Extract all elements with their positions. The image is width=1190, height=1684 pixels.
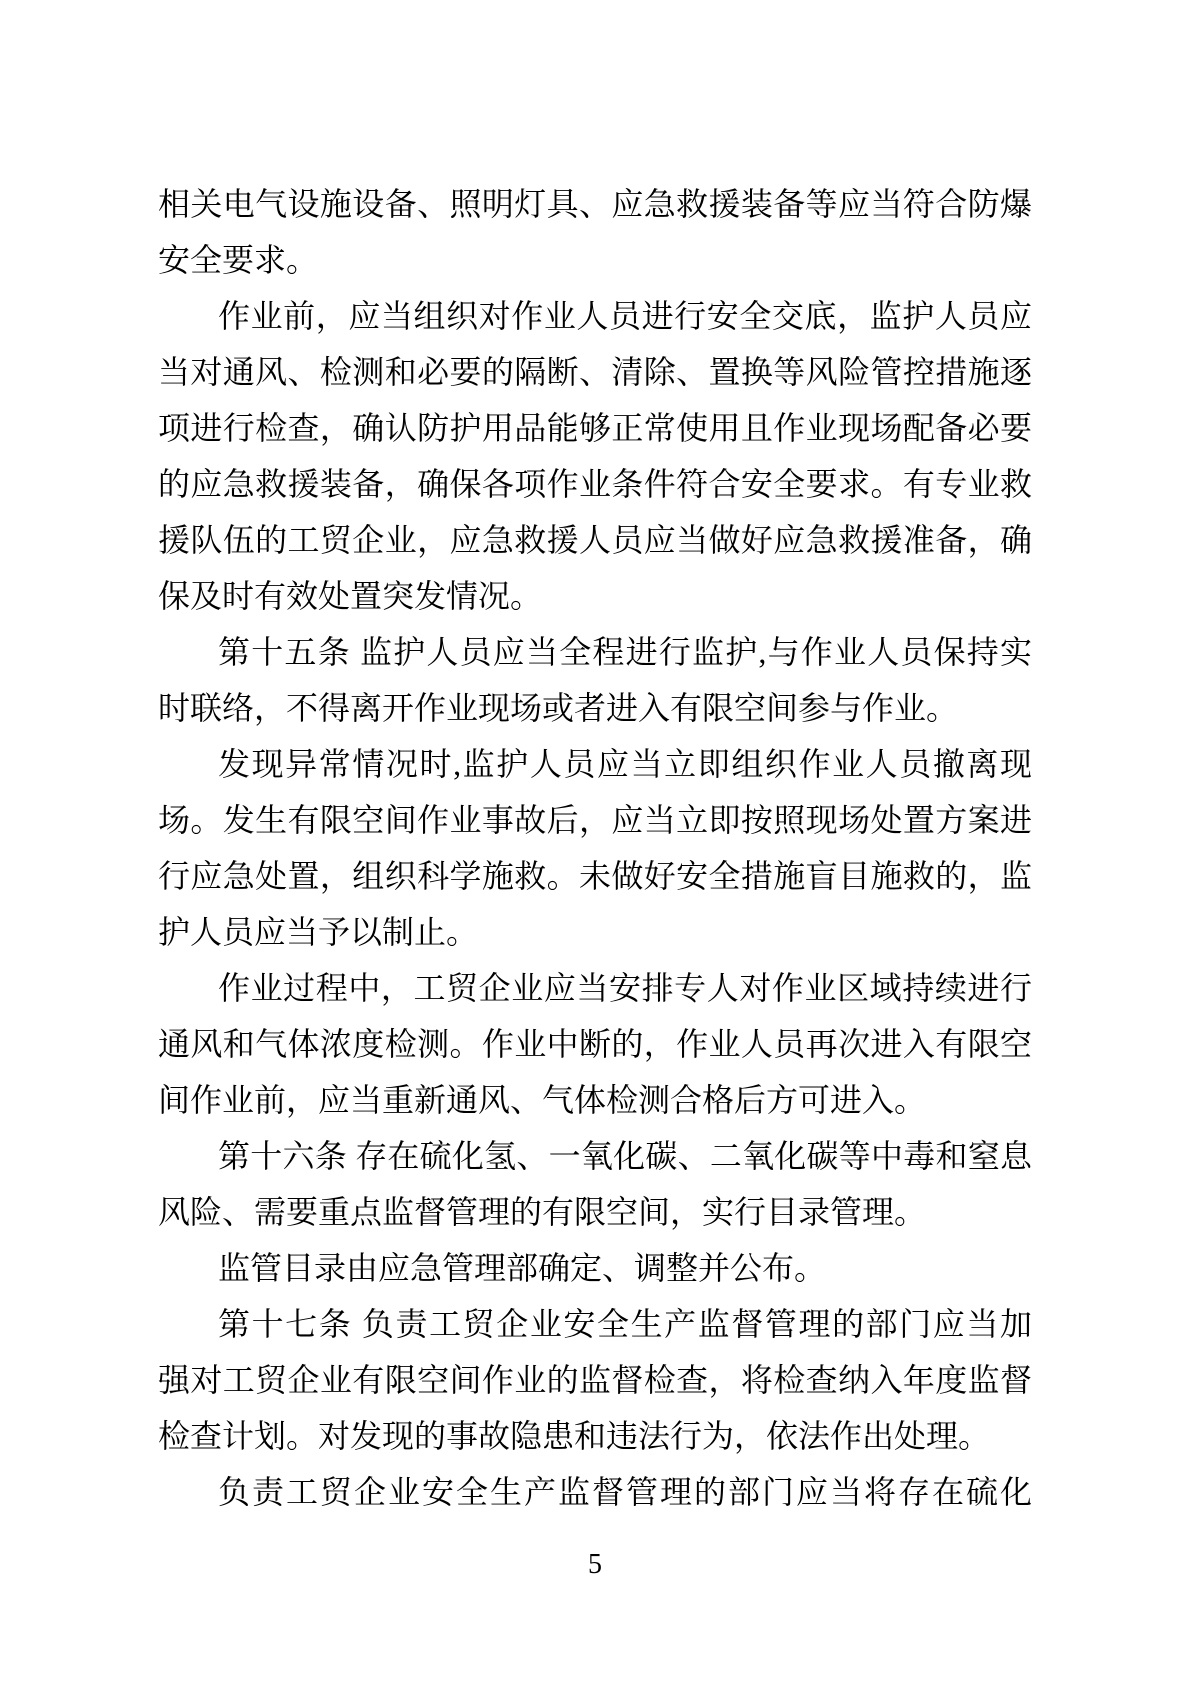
text-line: 援队伍的工贸企业，应急救援人员应当做好应急救援准备，确 xyxy=(158,522,1032,558)
text-line: 风险、需要重点监督管理的有限空间，实行目录管理。 xyxy=(158,1194,927,1230)
text-line: 负责工贸企业安全生产监督管理的部门应当将存在硫化 xyxy=(218,1474,1032,1510)
text-line: 强对工贸企业有限空间作业的监督检查，将检查纳入年度监督 xyxy=(158,1362,1032,1398)
text-line: 监管目录由应急管理部确定、调整并公布。 xyxy=(218,1250,827,1286)
text-line: 项进行检查，确认防护用品能够正常使用且作业现场配备必要 xyxy=(158,410,1032,446)
text-line: 时联络，不得离开作业现场或者进入有限空间参与作业。 xyxy=(158,690,959,726)
text-line: 的应急救援装备，确保各项作业条件符合安全要求。有专业救 xyxy=(158,466,1032,502)
text-line: 第十六条 存在硫化氢、一氧化碳、二氧化碳等中毒和窒息 xyxy=(218,1138,1032,1174)
text-line: 通风和气体浓度检测。作业中断的，作业人员再次进入有限空 xyxy=(158,1026,1032,1062)
text-line: 安全要求。 xyxy=(158,242,319,278)
page-number: 5 xyxy=(588,1549,602,1580)
text-line: 发现异常情况时,监护人员应当立即组织作业人员撤离现 xyxy=(218,746,1032,782)
text-line: 第十七条 负责工贸企业安全生产监督管理的部门应当加 xyxy=(218,1306,1032,1342)
text-line: 行应急处置，组织科学施救。未做好安全措施盲目施救的，监 xyxy=(158,858,1032,894)
text-line: 作业前，应当组织对作业人员进行安全交底，监护人员应 xyxy=(218,298,1032,334)
text-line: 相关电气设施设备、照明灯具、应急救援装备等应当符合防爆 xyxy=(158,186,1032,222)
document-body xyxy=(158,176,1032,1520)
text-line: 检查计划。对发现的事故隐患和违法行为，依法作出处理。 xyxy=(158,1418,991,1454)
text-line: 场。发生有限空间作业事故后，应当立即按照现场处置方案进 xyxy=(158,802,1032,838)
text-line: 作业过程中，工贸企业应当安排专人对作业区域持续进行 xyxy=(218,970,1032,1006)
text-line: 第十五条 监护人员应当全程进行监护,与作业人员保持实 xyxy=(218,634,1032,670)
text-line: 护人员应当予以制止。 xyxy=(158,914,479,950)
text-line: 保及时有效处置突发情况。 xyxy=(158,578,543,614)
text-line: 当对通风、检测和必要的隔断、清除、置换等风险管控措施逐 xyxy=(158,354,1032,390)
text-line: 间作业前，应当重新通风、气体检测合格后方可进入。 xyxy=(158,1082,927,1118)
